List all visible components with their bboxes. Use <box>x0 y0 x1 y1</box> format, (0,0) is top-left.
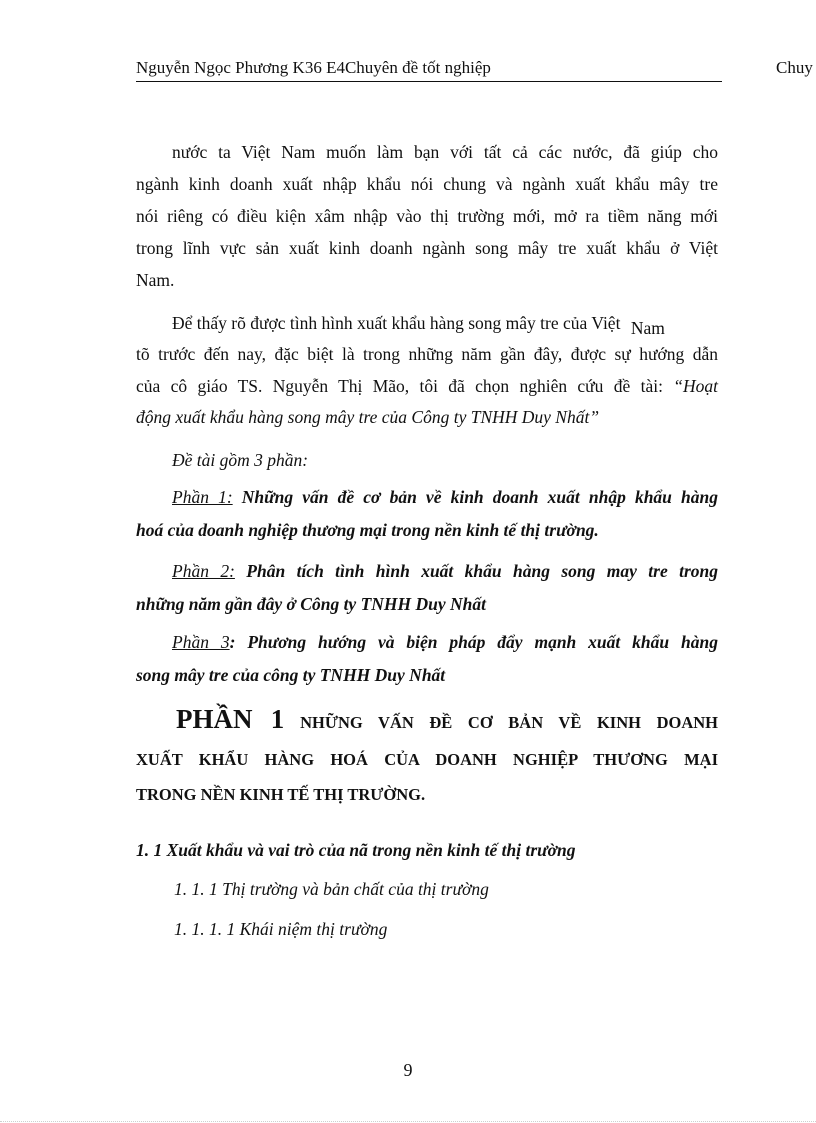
part-1-line-2: hoá của doanh nghiệp thương mại trong nền kinh tế thị trường. <box>136 520 599 540</box>
part-1-label: Phần 1: <box>172 487 233 507</box>
part-3-line-2: song mây tre của công ty TNHH Duy Nhất <box>136 665 446 685</box>
part-2-line-1 <box>136 561 718 582</box>
purpose-line-3-text: của cô giáo TS. Nguyễn Thị Mão, tôi đã chọn nghiên cứu đề tài: <box>136 376 674 396</box>
section-1-1-heading: 1. 1 Xuất khẩu và vai trò của nã trong nền kinh tế thị trường <box>136 840 576 860</box>
chapter-title-part-1: NHỮNG VẤN ĐỀ CƠ BẢN VỀ KINH DOANH <box>300 713 718 732</box>
chapter-number: PHẦN 1 <box>176 704 285 734</box>
part-3-label-colon: : <box>229 632 236 652</box>
part-1-line-1 <box>136 487 718 508</box>
purpose-line-1-tail: Nam <box>630 318 665 338</box>
intro-line-2: ngành kinh doanh xuất nhập khẩu nói chung và ngành xuất khẩu mây tre <box>136 174 718 194</box>
section-1-1-1-heading: 1. 1. 1 Thị trường và bản chất của thị trường <box>174 879 489 899</box>
chapter-heading-line-3: TRONG NỀN KINH TẾ THỊ TRƯỜNG. <box>136 785 426 804</box>
part-2-title: Phân tích tình hình xuất khẩu hàng song may tre trong <box>246 561 719 581</box>
bottom-divider <box>0 1121 816 1122</box>
part-2-line-2: những năm gần đây ở Công ty TNHH Duy Nhất <box>136 594 486 614</box>
part-3-line-1 <box>136 632 718 653</box>
part-3-title: Phương hướng và biện pháp đẩy mạnh xuất khẩu hàng <box>247 632 718 652</box>
intro-line-3: nói riêng có điều kiện xâm nhập vào thị trường mới, mở ra tiềm năng mới <box>136 206 718 226</box>
chapter-heading-line-2: XUẤT KHẨU HÀNG HOÁ CỦA DOANH NGHIỆP THƯƠNG MẠI <box>136 750 718 769</box>
outline-intro: Đề tài gồm 3 phần: <box>172 450 309 470</box>
chapter-heading-line-1 <box>136 704 718 735</box>
intro-line-4: trong lĩnh vực sản xuất kinh doanh ngành song mây tre xuất khẩu ở Việt <box>136 238 718 258</box>
part-3-label-group <box>172 632 235 652</box>
part-2-label: Phần 2: <box>172 561 235 581</box>
part-3-label: Phần 3 <box>172 632 230 652</box>
purpose-line-4: động xuất khẩu hàng song mây tre của Công ty TNHH Duy Nhất” <box>136 407 600 427</box>
running-header: Nguyễn Ngọc Phương K36 E4Chuyên đề tốt nghiệp <box>136 58 722 82</box>
intro-line-5: Nam. <box>136 270 175 290</box>
section-1-1-1-1-heading: 1. 1. 1. 1 Khái niệm thị trường <box>174 919 388 939</box>
purpose-line-2: tõ trước đến nay, đặc biệt là trong những năm gần đây, được sự hướng dẫn <box>136 344 718 364</box>
page-number: 9 <box>403 1060 413 1080</box>
running-header-right: Chuy <box>776 58 813 77</box>
intro-line-1: nước ta Việt Nam muốn làm bạn với tất cả các nước, đã giúp cho <box>172 142 718 162</box>
purpose-line-1 <box>136 313 718 338</box>
purpose-line-3 <box>136 376 718 397</box>
purpose-line-3-italic: “Hoạt <box>673 376 718 396</box>
part-1-title: Những vấn đề cơ bản về kinh doanh xuất nhập khẩu hàng <box>241 487 718 507</box>
purpose-line-1-text: Để thấy rõ được tình hình xuất khẩu hàng song mây tre của Việt <box>172 313 621 333</box>
